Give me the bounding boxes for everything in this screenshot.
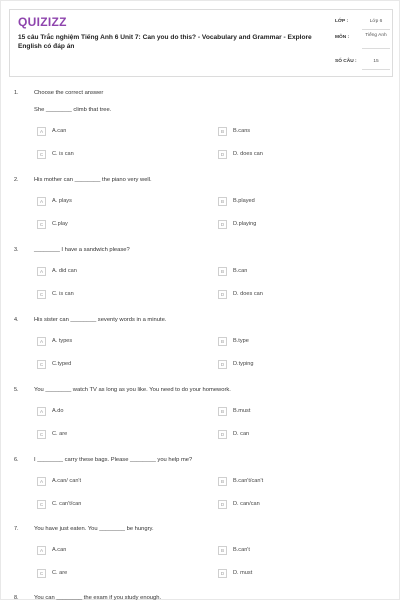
subject-underline (362, 48, 390, 49)
option-box[interactable]: A (37, 407, 46, 416)
option-label[interactable]: D. does can (233, 151, 263, 157)
question-number: 6. (14, 457, 19, 463)
question-text: You ________ watch TV as long as you like. You need to do your homework. (34, 387, 231, 393)
option-box[interactable]: D (218, 360, 227, 369)
option-box[interactable]: C (37, 569, 46, 578)
option-box[interactable]: C (37, 150, 46, 159)
option-box[interactable]: D (218, 220, 227, 229)
option-label[interactable]: B.can't (233, 547, 250, 553)
option-label[interactable]: D.playing (233, 221, 257, 227)
option-label[interactable]: B.cans (233, 128, 251, 134)
worksheet-title: 15 câu Trắc nghiệm Tiếng Anh 6 Unit 7: Can you do this? - Vocabulary and Grammar - Explore English có đáp án (18, 34, 312, 51)
option-label[interactable]: A. types (52, 338, 73, 344)
option-box[interactable]: A (37, 267, 46, 276)
subject-value: Tiếng Anh (365, 33, 387, 38)
class-underline (362, 29, 390, 30)
class-label: LỚP : (335, 19, 349, 24)
option-label[interactable]: B.type (233, 338, 249, 344)
option-label[interactable]: B.can't/can't (233, 478, 264, 484)
option-box[interactable]: B (218, 477, 227, 486)
subject-label: MÔN : (335, 35, 350, 40)
option-label[interactable]: C. are (52, 570, 68, 576)
question-number: 3. (14, 247, 19, 253)
option-box[interactable]: C (37, 360, 46, 369)
question-number: 7. (14, 526, 19, 532)
option-box[interactable]: C (37, 290, 46, 299)
option-box[interactable]: C (37, 220, 46, 229)
question-text: His sister can ________ seventy words in a minute. (34, 317, 167, 323)
question-count-value: 15 (373, 59, 379, 64)
option-box[interactable]: B (218, 337, 227, 346)
option-box[interactable]: B (218, 127, 227, 136)
count-underline (362, 69, 390, 70)
option-label[interactable]: D. can/can (233, 501, 260, 507)
question-number: 1. (14, 90, 19, 96)
question-number: 8. (14, 595, 19, 600)
option-box[interactable]: D (218, 150, 227, 159)
option-label[interactable]: B.must (233, 408, 251, 414)
option-label[interactable]: A.do (52, 408, 64, 414)
question-text: His mother can ________ the piano very well. (34, 177, 152, 183)
option-box[interactable]: A (37, 546, 46, 555)
option-label[interactable]: C.typed (52, 361, 72, 367)
option-box[interactable]: B (218, 267, 227, 276)
option-label[interactable]: D.typing (233, 361, 254, 367)
option-box[interactable]: C (37, 430, 46, 439)
option-box[interactable]: A (37, 127, 46, 136)
option-label[interactable]: A. plays (52, 198, 72, 204)
option-label[interactable]: D. can (233, 431, 250, 437)
option-label[interactable]: A.can/ can't (52, 478, 82, 484)
question-number: 2. (14, 177, 19, 183)
class-value: Lớp 6 (369, 19, 383, 24)
option-label[interactable]: A.can (52, 128, 67, 134)
question-subtext: She ________ climb that tree. (34, 107, 112, 113)
worksheet-header (9, 9, 393, 77)
question-number: 5. (14, 387, 19, 393)
option-box[interactable]: B (218, 407, 227, 416)
option-box[interactable]: B (218, 546, 227, 555)
option-label[interactable]: C. is can (52, 291, 74, 297)
quizizz-logo: QUIZIZZ (18, 15, 67, 29)
option-box[interactable]: D (218, 430, 227, 439)
option-label[interactable]: C. is can (52, 151, 74, 157)
question-text: I ________ carry these bags. Please ________ you help me? (34, 457, 193, 463)
option-box[interactable]: A (37, 197, 46, 206)
option-box[interactable]: D (218, 500, 227, 509)
option-box[interactable]: D (218, 569, 227, 578)
option-label[interactable]: C.play (52, 221, 68, 227)
question-number: 4. (14, 317, 19, 323)
option-label[interactable]: B.played (233, 198, 255, 204)
option-label[interactable]: D. does can (233, 291, 263, 297)
option-box[interactable]: B (218, 197, 227, 206)
question-text: Choose the correct answer (34, 90, 104, 96)
option-box[interactable]: D (218, 290, 227, 299)
option-box[interactable]: C (37, 500, 46, 509)
question-text: You can ________ the exam if you study enough. (34, 595, 162, 600)
option-label[interactable]: A.can (52, 547, 67, 553)
option-box[interactable]: A (37, 477, 46, 486)
question-text: You have just eaten. You ________ be hungry. (34, 526, 154, 532)
option-box[interactable]: A (37, 337, 46, 346)
option-label[interactable]: C. are (52, 431, 68, 437)
question-text: ________ I have a sandwich please? (34, 247, 130, 253)
question-count-label: SỐ CÂU : (335, 59, 357, 64)
option-label[interactable]: B.can (233, 268, 248, 274)
option-label[interactable]: D. must (233, 570, 253, 576)
option-label[interactable]: A. did can (52, 268, 77, 274)
option-label[interactable]: C. can't/can (52, 501, 82, 507)
